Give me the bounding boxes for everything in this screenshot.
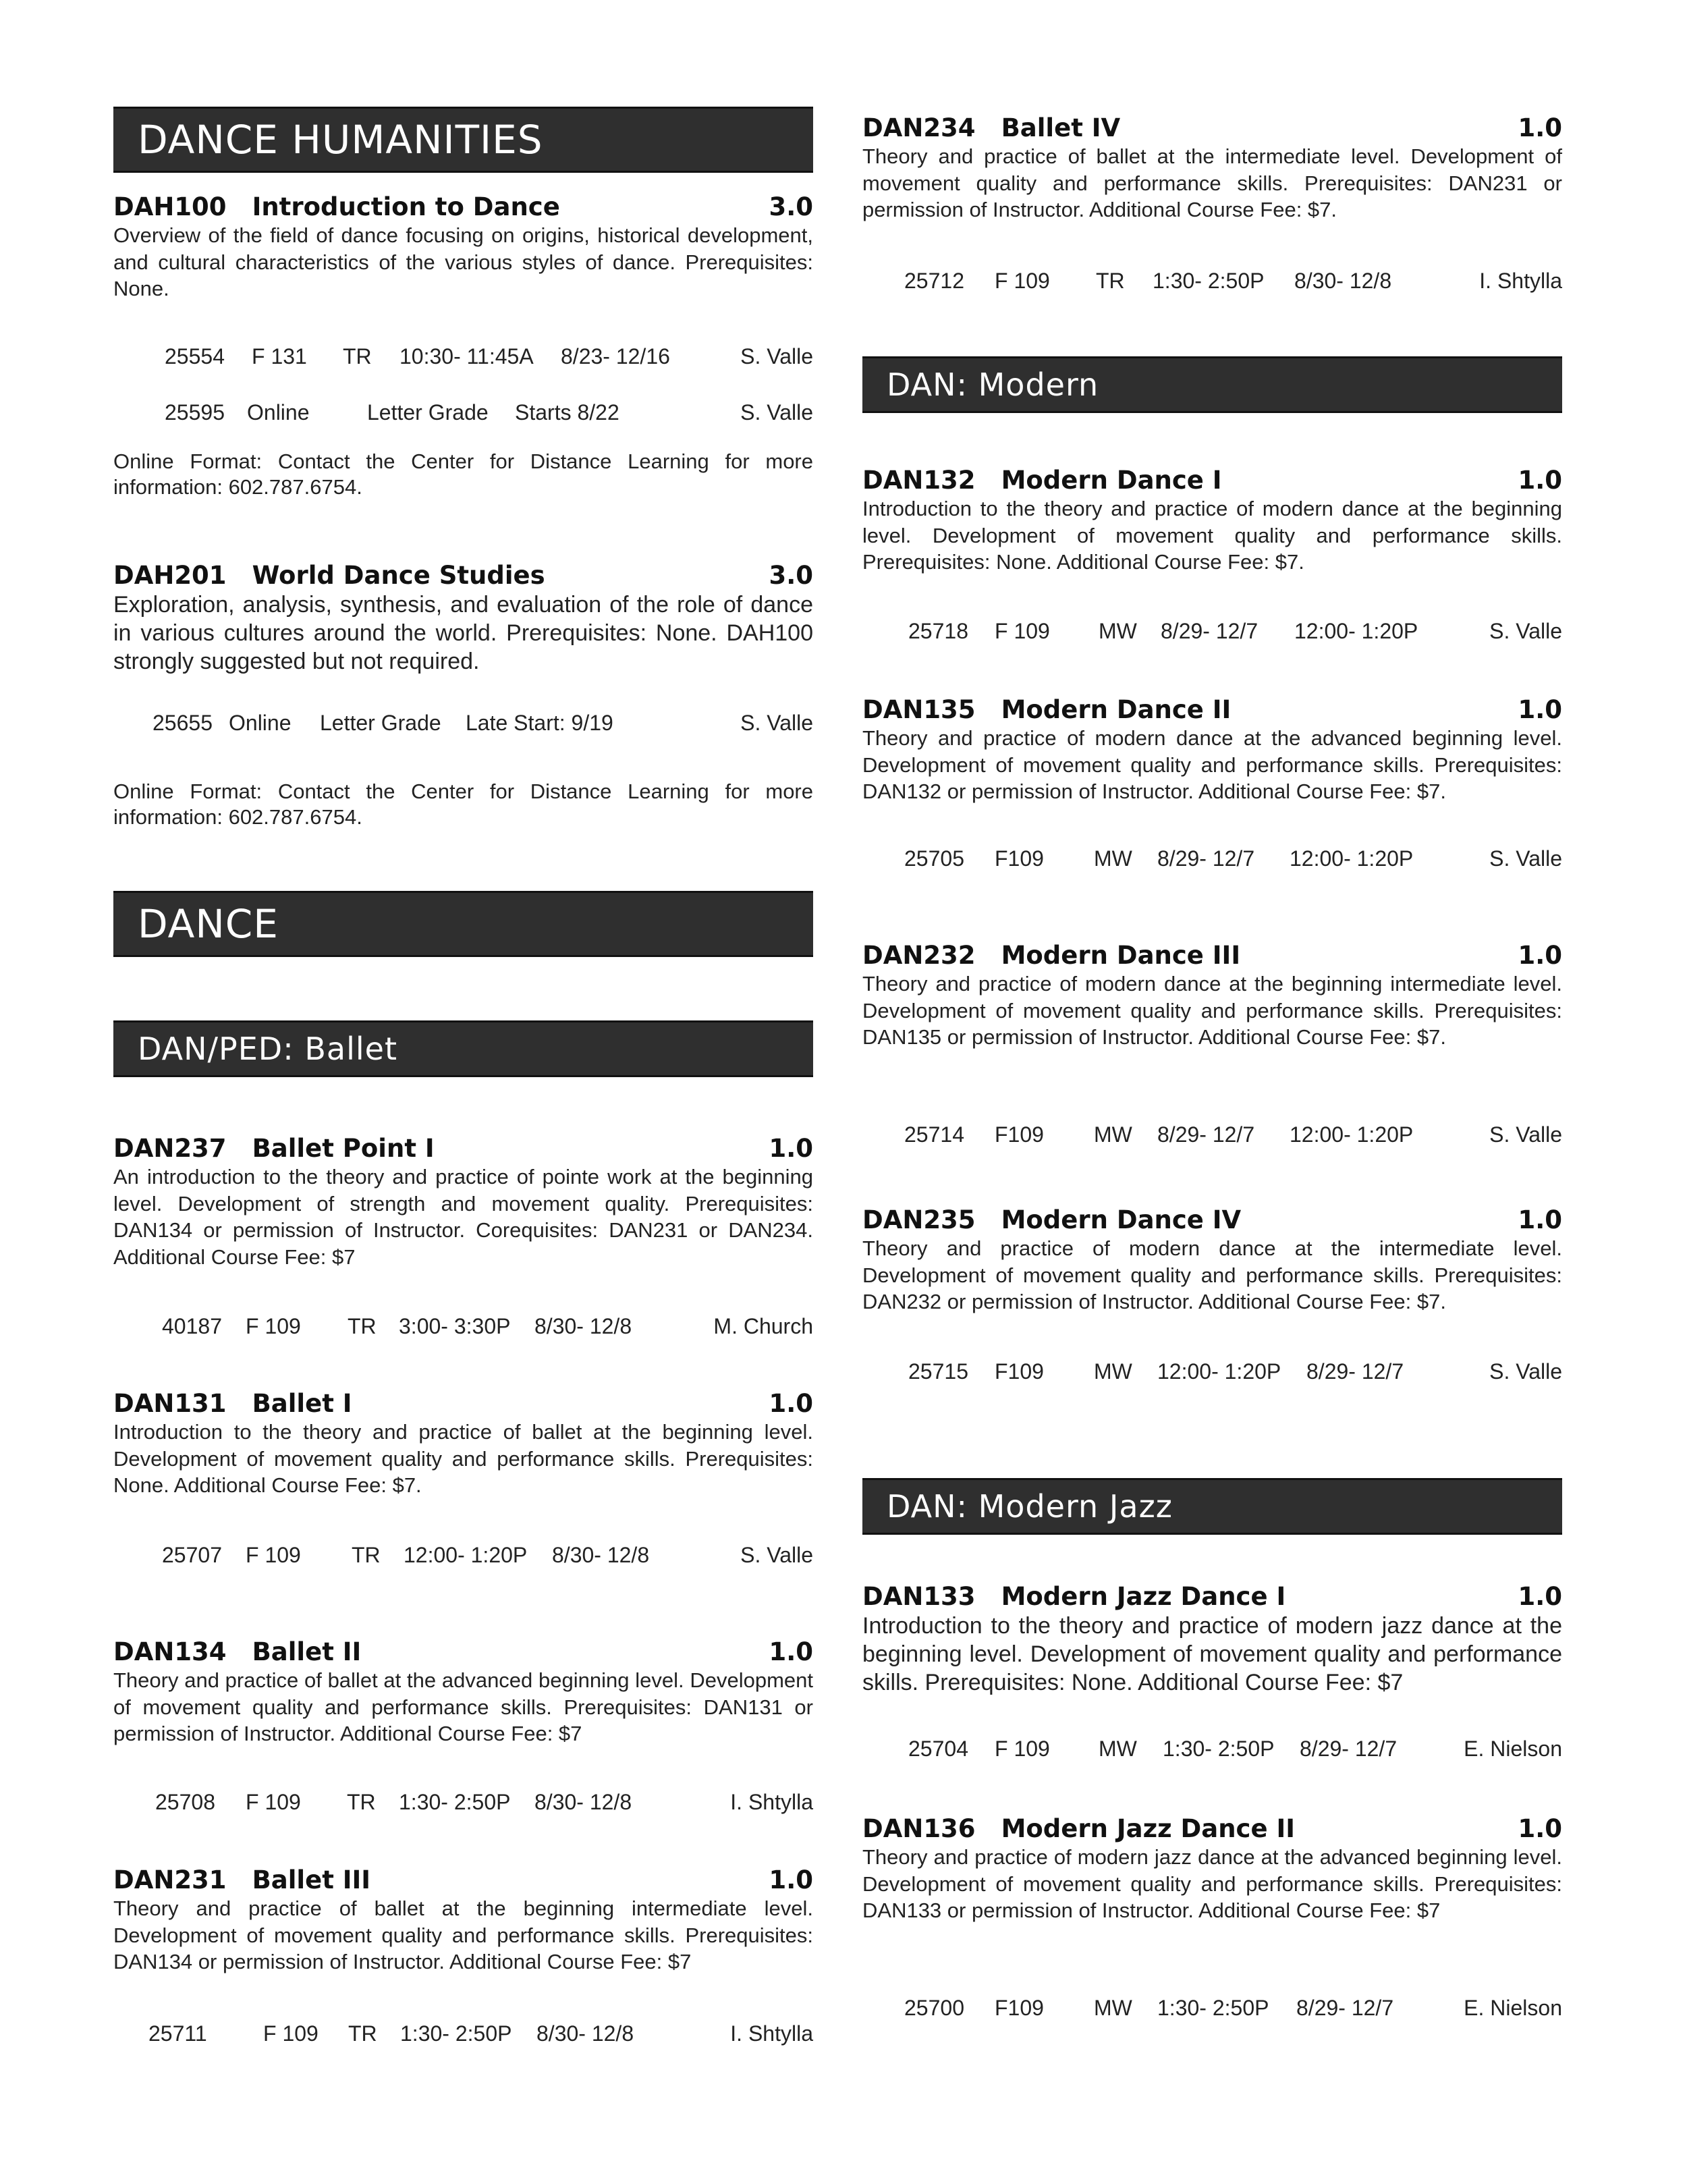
course-section-row: [862, 266, 1562, 296]
course-title-row: [113, 1865, 813, 1895]
section-instructor: S. Valle: [1489, 846, 1562, 871]
course-section-row: [113, 398, 813, 427]
section-room: F 131: [252, 344, 307, 368]
section-start: Starts 8/22: [515, 400, 619, 425]
course-dan232: [862, 941, 1562, 1051]
course-credits: 1.0: [1518, 1814, 1562, 1843]
course-code: DAH201: [113, 561, 227, 590]
course-dan231: [113, 1865, 813, 1975]
course-code: DAN232: [862, 941, 976, 970]
course-title-row: [113, 1389, 813, 1419]
course-dan134: [113, 1637, 813, 1747]
section-days: TR: [352, 1543, 381, 1567]
course-description: Theory and practice of ballet at the beginning intermediate level. Development of movement quality and performance skills. Prerequisites: DAN134 or permission of Instructor. Additional Course Fee: $7: [113, 1896, 813, 1973]
course-credits: 1.0: [1518, 466, 1562, 495]
section-instructor: S. Valle: [740, 1543, 813, 1567]
subsection-header-title: DAN/PED: Ballet: [138, 1031, 397, 1067]
section-header-dance: [113, 891, 813, 957]
section-room: F 109: [995, 619, 1050, 643]
section-room: F109: [995, 1122, 1044, 1147]
course-description: Theory and practice of modern dance at the advanced beginning level. Development of movement quality and performance skills. Prerequisites: DAN132 or permission of Instructor. Additional Course Fee: $7.: [862, 726, 1562, 803]
online-format-note: Online Format: Contact the Center for Distance Learning for more information: 602.787.6754.: [113, 449, 813, 499]
section-dates: 8/29- 12/7: [1161, 619, 1259, 643]
course-dan131: [113, 1389, 813, 1499]
section-room: F 109: [246, 1314, 301, 1338]
course-code: DAN237: [113, 1134, 227, 1163]
course-credits: 1.0: [1518, 113, 1562, 142]
course-description: Introduction to the theory and practice of modern dance at the beginning level. Development of movement quality and performance skills. Prerequisites: None. Additional Course Fee: $7.: [862, 497, 1562, 574]
section-header-title: DANCE HUMANITIES: [138, 117, 543, 163]
section-instructor: I. Shtylla: [730, 1790, 813, 1814]
course-title: Introduction to Dance: [252, 192, 560, 221]
course-code: DAN131: [113, 1389, 227, 1418]
course-credits: 3.0: [769, 561, 813, 590]
section-dates: 8/30- 12/8: [1294, 269, 1392, 293]
course-credits: 1.0: [769, 1389, 813, 1418]
section-days: MW: [1094, 1359, 1132, 1384]
section-instructor: S. Valle: [1489, 619, 1562, 643]
section-number: 25715: [908, 1359, 968, 1384]
section-time: 1:30- 2:50P: [1153, 269, 1265, 293]
section-room: F 109: [263, 2021, 319, 2046]
subsection-header-modern: [862, 356, 1562, 413]
course-section-row: [862, 616, 1562, 646]
section-dates: 8/30- 12/8: [534, 1314, 632, 1338]
section-days: MW: [1099, 1737, 1137, 1761]
section-days: TR: [348, 2021, 377, 2046]
section-instructor: E. Nielson: [1464, 1996, 1562, 2020]
course-section-row: [113, 708, 813, 738]
section-instructor: S. Valle: [1489, 1359, 1562, 1384]
section-number: 40187: [162, 1314, 222, 1338]
course-credits: 1.0: [769, 1637, 813, 1666]
section-instructor: I. Shtylla: [730, 2021, 813, 2046]
course-description: Theory and practice of modern dance at the intermediate level. Development of movement quality and performance skills. Prerequisites: DAN232 or permission of Instructor. Additional Course Fee: $7.: [862, 1236, 1562, 1313]
course-title-row: [862, 1582, 1562, 1612]
course-dan237: [113, 1134, 813, 1270]
course-title: Ballet I: [252, 1389, 352, 1418]
course-description: Exploration, analysis, synthesis, and evaluation of the role of dance in various cultures around the world. Prerequisites: None. DAH100 strongly suggested but not required.: [113, 592, 813, 674]
course-code: DAN235: [862, 1205, 976, 1234]
course-title: Ballet III: [252, 1865, 371, 1894]
course-title: Ballet IV: [1001, 113, 1121, 142]
section-days: TR: [347, 1790, 376, 1814]
section-room: F109: [995, 1996, 1044, 2020]
course-section-row: [862, 1120, 1562, 1149]
course-title-row: [862, 466, 1562, 495]
course-title-row: [862, 1205, 1562, 1235]
course-credits: 1.0: [1518, 695, 1562, 724]
course-description: Overview of the field of dance focusing on origins, historical development, and cultural characteristics of the various styles of dance. Prerequisites: None.: [113, 223, 813, 300]
section-number: 25700: [904, 1996, 964, 2020]
section-time: 12:00- 1:20P: [1157, 1359, 1281, 1384]
course-code: DAN133: [862, 1582, 976, 1611]
section-room: F109: [995, 846, 1044, 871]
course-code: DAN134: [113, 1637, 227, 1666]
course-credits: 1.0: [1518, 1582, 1562, 1611]
course-code: DAN234: [862, 113, 976, 142]
course-dah201: [113, 561, 813, 676]
section-room: F 109: [246, 1543, 301, 1567]
course-section-row: [113, 1540, 813, 1570]
course-code: DAN231: [113, 1865, 227, 1894]
section-dates: 8/29- 12/7: [1306, 1359, 1404, 1384]
course-title-row: [113, 192, 813, 222]
section-dates: 8/30- 12/8: [536, 2021, 634, 2046]
course-description: Theory and practice of modern dance at the beginning intermediate level. Development of movement quality and performance skills. Prerequisites: DAN135 or permission of Instructor. Additional Course Fee: $7.: [862, 972, 1562, 1049]
online-format-note: Online Format: Contact the Center for Distance Learning for more information: 602.787.6754.: [113, 780, 813, 829]
course-section-row: [862, 1357, 1562, 1386]
course-code: DAH100: [113, 192, 227, 221]
course-title-row: [862, 941, 1562, 971]
section-time: 12:00- 1:20P: [1290, 846, 1414, 871]
section-instructor: S. Valle: [740, 344, 813, 368]
section-number: 25711: [148, 2021, 207, 2046]
course-title: Ballet Point I: [252, 1134, 435, 1163]
section-number: 25708: [155, 1790, 215, 1814]
course-title: Ballet II: [252, 1637, 362, 1666]
section-instructor: S. Valle: [1489, 1122, 1562, 1147]
section-days: TR: [1096, 269, 1125, 293]
course-section-row: [862, 1734, 1562, 1764]
section-days: TR: [343, 344, 372, 368]
course-dan132: [862, 466, 1562, 576]
course-title: Modern Dance IV: [1001, 1205, 1242, 1234]
course-description: Theory and practice of ballet at the intermediate level. Development of movement quality and performance skills. Prerequisites: DAN231 or permission of Instructor. Additional Course Fee: $7.: [862, 144, 1562, 221]
section-days: MW: [1094, 1122, 1132, 1147]
section-header-dance-humanities: [113, 107, 813, 173]
section-time: 12:00- 1:20P: [1294, 619, 1418, 643]
section-dates: 8/30- 12/8: [534, 1790, 632, 1814]
course-title-row: [862, 695, 1562, 725]
section-time: 1:30- 2:50P: [1163, 1737, 1275, 1761]
course-dah100: [113, 192, 813, 302]
section-grade: Letter Grade: [320, 711, 441, 735]
section-time: 1:30- 2:50P: [399, 1790, 511, 1814]
section-number: 25554: [165, 344, 225, 368]
course-title: Modern Dance II: [1001, 695, 1232, 724]
course-description: Introduction to the theory and practice of ballet at the beginning level. Development of movement quality and performance skills. Prerequisites: None. Additional Course Fee: $7.: [113, 1420, 813, 1497]
course-section-row: [113, 1787, 813, 1817]
course-dan135: [862, 695, 1562, 805]
course-title-row: [113, 1134, 813, 1164]
section-instructor: M. Church: [713, 1314, 813, 1338]
section-grade: Letter Grade: [367, 400, 489, 425]
course-title-row: [113, 1637, 813, 1667]
section-number: 25707: [162, 1543, 222, 1567]
subsection-header-modern-jazz: [862, 1478, 1562, 1535]
course-description: An introduction to the theory and practice of pointe work at the beginning level. Development of strength and movement quality. Prerequisites: DAN134 or permission of Instructor. Corequisites: DAN231 or DAN234. Additional Course Fee: $7: [113, 1165, 813, 1269]
course-credits: 3.0: [769, 192, 813, 221]
subsection-header-title: DAN: Modern Jazz: [887, 1488, 1173, 1525]
section-instructor: S. Valle: [740, 400, 813, 425]
section-time: 1:30- 2:50P: [1157, 1996, 1269, 2020]
course-dan235: [862, 1205, 1562, 1315]
course-code: DAN136: [862, 1814, 976, 1843]
course-section-row: [113, 1311, 813, 1341]
section-days: MW: [1099, 619, 1137, 643]
subsection-header-ballet: [113, 1020, 813, 1077]
section-number: 25705: [904, 846, 964, 871]
course-section-row: [862, 1993, 1562, 2023]
course-credits: 1.0: [1518, 941, 1562, 970]
course-title-row: [113, 561, 813, 591]
section-dates: 8/23- 12/16: [561, 344, 670, 368]
section-header-title: DANCE: [138, 901, 279, 947]
section-number: 25718: [908, 619, 968, 643]
section-dates: 8/29- 12/7: [1296, 1996, 1394, 2020]
section-days: TR: [348, 1314, 377, 1338]
subsection-header-title: DAN: Modern: [887, 366, 1099, 403]
section-instructor: S. Valle: [740, 711, 813, 735]
course-title-row: [862, 113, 1562, 143]
course-section-row: [113, 2019, 813, 2048]
course-title-row: [862, 1814, 1562, 1844]
course-description: Theory and practice of ballet at the advanced beginning level. Development of movement quality and performance skills. Prerequisites: DAN131 or permission of Instructor. Additional Course Fee: $7: [113, 1668, 813, 1745]
section-number: 25704: [908, 1737, 968, 1761]
section-days: MW: [1094, 1996, 1132, 2020]
course-title: Modern Dance III: [1001, 941, 1241, 970]
course-title: World Dance Studies: [252, 561, 545, 590]
course-title: Modern Jazz Dance I: [1001, 1582, 1286, 1611]
course-dan133: [862, 1582, 1562, 1697]
course-title: Modern Dance I: [1001, 466, 1222, 495]
section-room: F109: [995, 1359, 1044, 1384]
section-room: F 109: [246, 1790, 301, 1814]
section-time: 12:00- 1:20P: [1290, 1122, 1414, 1147]
course-title: Modern Jazz Dance II: [1001, 1814, 1295, 1843]
course-section-row: [113, 342, 813, 371]
section-instructor: E. Nielson: [1464, 1737, 1562, 1761]
section-time: 10:30- 11:45A: [399, 344, 534, 368]
section-dates: 8/29- 12/7: [1157, 1122, 1255, 1147]
section-instructor: I. Shtylla: [1479, 269, 1562, 293]
course-description: Introduction to the theory and practice of modern jazz dance at the beginning level. Development of movement quality and performance skills. Prerequisites: None. Additional Course Fee: $7: [862, 1613, 1562, 1695]
section-time: 1:30- 2:50P: [400, 2021, 512, 2046]
section-room: Online: [247, 400, 310, 425]
section-time: 12:00- 1:20P: [404, 1543, 528, 1567]
course-credits: 1.0: [769, 1134, 813, 1163]
course-section-row: [862, 844, 1562, 873]
section-number: 25712: [904, 269, 964, 293]
course-dan234: [862, 113, 1562, 223]
course-dan136: [862, 1814, 1562, 1924]
section-dates: 8/29- 12/7: [1300, 1737, 1398, 1761]
section-room: F 109: [995, 1737, 1050, 1761]
section-time: 3:00- 3:30P: [399, 1314, 511, 1338]
course-code: DAN132: [862, 466, 976, 495]
section-days: MW: [1094, 846, 1132, 871]
section-dates: 8/30- 12/8: [552, 1543, 650, 1567]
section-number: 25655: [153, 711, 213, 735]
section-number: 25595: [165, 400, 225, 425]
course-credits: 1.0: [769, 1865, 813, 1894]
section-room: F 109: [995, 269, 1050, 293]
course-description: Theory and practice of modern jazz dance at the advanced beginning level. Development of movement quality and performance skills. Prerequisites: DAN133 or permission of Instructor. Additional Course Fee: $7: [862, 1845, 1562, 1922]
course-code: DAN135: [862, 695, 976, 724]
course-credits: 1.0: [1518, 1205, 1562, 1234]
section-dates: 8/29- 12/7: [1157, 846, 1255, 871]
section-room: Online: [229, 711, 292, 735]
section-number: 25714: [904, 1122, 964, 1147]
section-start: Late Start: 9/19: [466, 711, 613, 735]
